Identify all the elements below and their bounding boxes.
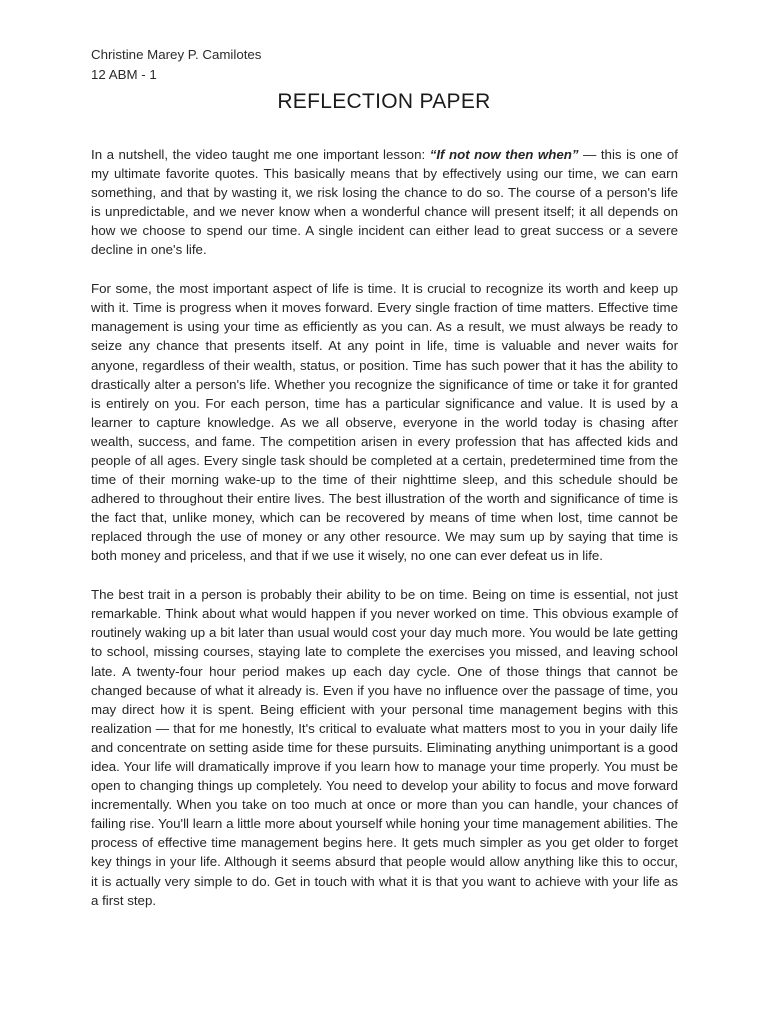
page-title: REFLECTION PAPER xyxy=(277,90,491,113)
favorite-quote: “If not now then when” xyxy=(429,147,579,162)
class-section: 12 ABM - 1 xyxy=(91,67,157,82)
paragraph-1 xyxy=(91,145,678,260)
paragraph-1-rest: — this is one of my ultimate favorite quotes. This basically means that by effectively using our time, we can earn something, and that by wasting it, we risk losing the chance to do so. The course of a person's life is unpredictable, and we never know when a wonderful chance will present itself; it all depends on how we choose to spend our time. A single incident can either lead to great success or a severe decline in one's life. xyxy=(91,147,678,258)
author-name: Christine Marey P. Camilotes xyxy=(91,47,262,62)
paragraph-1-intro: In a nutshell, the video taught me one important lesson: xyxy=(91,147,430,162)
document-body xyxy=(91,145,678,929)
paragraph-2: For some, the most important aspect of life is time. It is crucial to recognize its worth and keep up with it. Time is progress when it moves forward. Every single fraction of time matters. Effective time management is using your time as efficiently as you can. As a result, we must always be ready to seize any chance that presents itself. At any point in life, time is valuable and never waits for anyone, regardless of their wealth, status, or position. Time has such power that it has the ability to drastically alter a person's life. Whether you recognize the significance of time or take it for granted is entirely on you. For each person, time has a particular significance and value. It is used by a learner to capture knowledge. As we all observe, everyone in the world today is chasing after wealth, success, and fame. The competition arisen in every profession that has affected kids and people of all ages. Every single task should be completed at a certain, predetermined time from the time of their morning wake-up to the time of their nighttime sleep, and this schedule should be adhered to throughout their entire lives. The best illustration of the worth and significance of time is the fact that, unlike money, which can be recovered by means of time when lost, time cannot be replaced through the use of money or any other resource. We may sum up by saying that time is both money and priceless, and that if we use it wisely, no one can ever defeat us in life. xyxy=(91,281,678,564)
document-header xyxy=(91,45,261,85)
paragraph-3: The best trait in a person is probably their ability to be on time. Being on time is essential, not just remarkable. Think about what would happen if you never worked on time. This obvious example of routinely waking up a bit later than usual would cost your day much more. You would be late getting to school, missing courses, staying late to complete the exercises you missed, and leaving school late. A twenty-four hour period makes up each day cycle. One of those things that cannot be changed because of what it already is. Even if you have no influence over the passage of time, you may direct how it is spent. Being efficient with your personal time management begins with this realization — that for me honestly, It's critical to evaluate what matters most to you in your daily life and concentrate on setting aside time for these pursuits. Eliminating anything unimportant is a good idea. Your life will dramatically improve if you learn how to manage your time properly. You must be open to changing things up completely. You need to develop your ability to focus and move forward incrementally. When you take on too much at once or more than you can handle, your chances of failing rise. You'll learn a little more about yourself while honing your time management abilities. The process of effective time management begins here. It gets much simpler as you get older to forget key things in your life. Although it seems absurd that people would allow anything like this to occur, it is actually very simple to do. Get in touch with what it is that you want to achieve with your life as a first step. xyxy=(91,587,678,908)
